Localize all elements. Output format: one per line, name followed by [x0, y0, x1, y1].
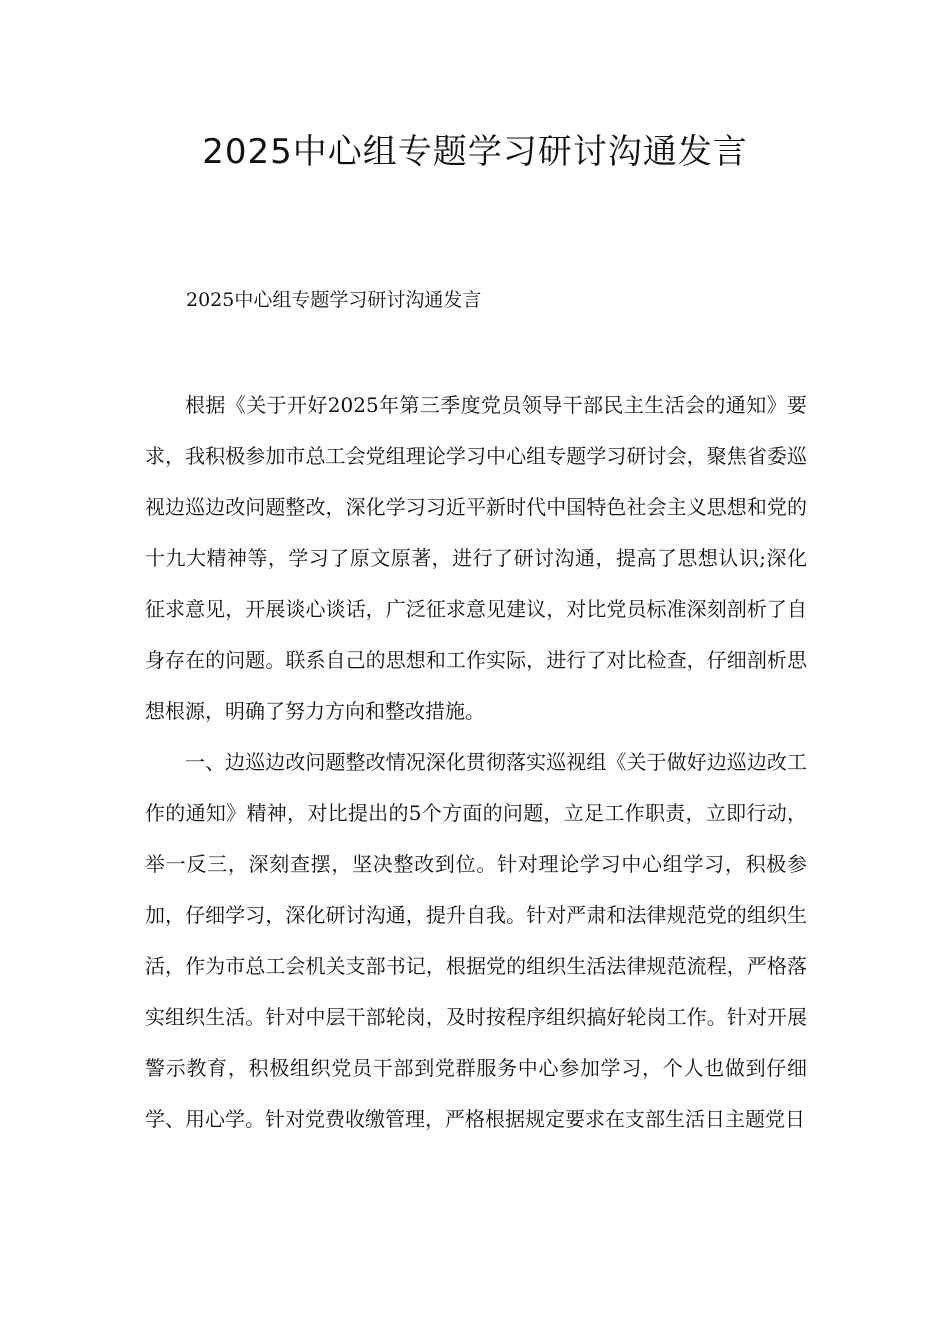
- document-subtitle: 2025中心组专题学习研讨沟通发言: [186, 289, 482, 311]
- body-paragraph-1: 根据《关于开好2025年第三季度党员领导干部民主生活会的通知》要求，我积极参加市总工会党组理论学习中心组专题学习研讨会，聚焦省委巡视边巡边改问题整改，深化学习习近平新时代中国特色社会主义思想和党的十九大精神等，学习了原文原著，进行了研讨沟通，提高了思想认识;深化征求意见，开展谈心谈话，广泛征求意见建议，对比党员标准深刻剖析了自身存在的问题。联系自己的思想和工作实际，进行了对比检查，仔细剖析思想根源，明确了努力方向和整改措施。: [145, 393, 807, 723]
- document-title: 2025中心组专题学习研讨沟通发言: [202, 132, 748, 172]
- body-paragraph-2: 一、边巡边改问题整改情况深化贯彻落实巡视组《关于做好边巡边改工作的通知》精神，对比提出的5个方面的问题，立足工作职责，立即行动，举一反三，深刻查摆，坚决整改到位。针对理论学习中心组学习，积极参加，仔细学习，深化研讨沟通，提升自我。针对严肃和法律规范党的组织生活，作为市总工会机关支部书记，根据党的组织生活法律规范流程，严格落实组织生活。针对中层干部轮岗，及时按程序组织搞好轮岗工作。针对开展警示教育，积极组织党员干部到党群服务中心参加学习，个人也做到仔细学、用心学。针对党费收缴管理，严格根据规定要求在支部生活日主题党日: [145, 750, 807, 1131]
- document-body: [145, 380, 807, 1145]
